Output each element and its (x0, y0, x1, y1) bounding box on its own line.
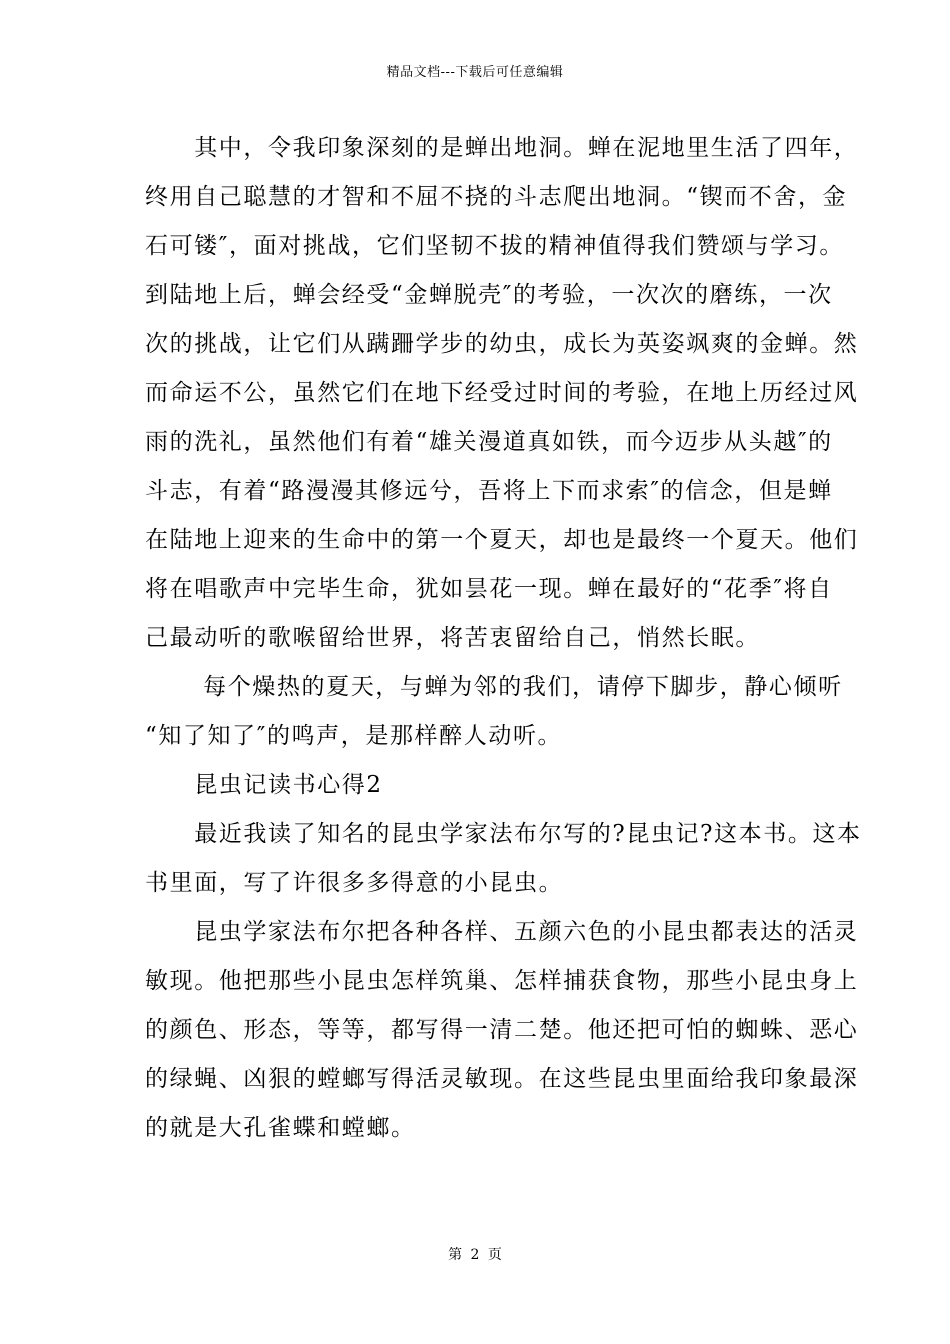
text-line: 而命运不公，虽然它们在地下经受过时间的考验，在地上历经过风 (145, 380, 859, 406)
text-line: 敏现。他把那些小昆虫怎样筑巢、怎样捕获食物，那些小昆虫身上 (145, 968, 859, 994)
text-line: 到陆地上后，蝉会经受“金蝉脱壳″的考验，一次次的磨练，一次 (145, 282, 833, 308)
text-line: “知了知了″的鸣声，是那样醉人动听。 (145, 723, 563, 749)
text-line: 其中，令我印象深刻的是蝉出地洞。蝉在泥地里生活了四年， (145, 135, 859, 161)
text-line: 己最动听的歌喉留给世界，将苦衷留给自己，悄然长眠。 (145, 625, 760, 651)
text-line: 在陆地上迎来的生命中的第一个夏天，却也是最终一个夏天。他们 (145, 527, 859, 553)
document-body (145, 124, 862, 1153)
text-line: 昆虫学家法布尔把各种各样、五颜六色的小昆虫都表达的活灵 (145, 919, 859, 945)
text-line: 次的挑战，让它们从蹒跚学步的幼虫，成长为英姿飒爽的金蝉。然 (145, 331, 859, 357)
text-line: 雨的洗礼，虽然他们有着“雄关漫道真如铁，而今迈步从头越″的 (145, 429, 833, 455)
text-line: 石可镂″，面对挑战，它们坚韧不拔的精神值得我们赞颂与学习。 (145, 233, 844, 259)
text-line: 的绿蝇、凶狠的螳螂写得活灵敏现。在这些昆虫里面给我印象最深 (145, 1066, 859, 1092)
text-line: 将在唱歌声中完毕生命，犹如昙花一现。蝉在最好的“花季″将自 (145, 576, 833, 602)
text-line: 每个燥热的夏天，与蝉为邻的我们，请停下脚步，静心倾听 (145, 674, 843, 700)
page-header: 精品文档---下载后可任意编辑 (386, 65, 564, 80)
text-line: 书里面，写了许很多多得意的小昆虫。 (145, 870, 564, 896)
text-line: 的颜色、形态，等等，都写得一清二楚。他还把可怕的蜘蛛、恶心 (145, 1017, 859, 1043)
text-line: 斗志，有着“路漫漫其修远兮，吾将上下而求索″的信念，但是蝉 (145, 478, 833, 504)
text-line: 最近我读了知名的昆虫学家法布尔写的?昆虫记?这本书。这本 (145, 821, 862, 847)
section-heading: 昆虫记读书心得2 (145, 772, 383, 798)
page-number: 第 2 页 (448, 1247, 502, 1263)
text-line: 终用自己聪慧的才智和不屈不挠的斗志爬出地洞。“锲而不舍，金 (145, 184, 848, 210)
text-line: 的就是大孔雀蝶和螳螂。 (145, 1115, 416, 1141)
